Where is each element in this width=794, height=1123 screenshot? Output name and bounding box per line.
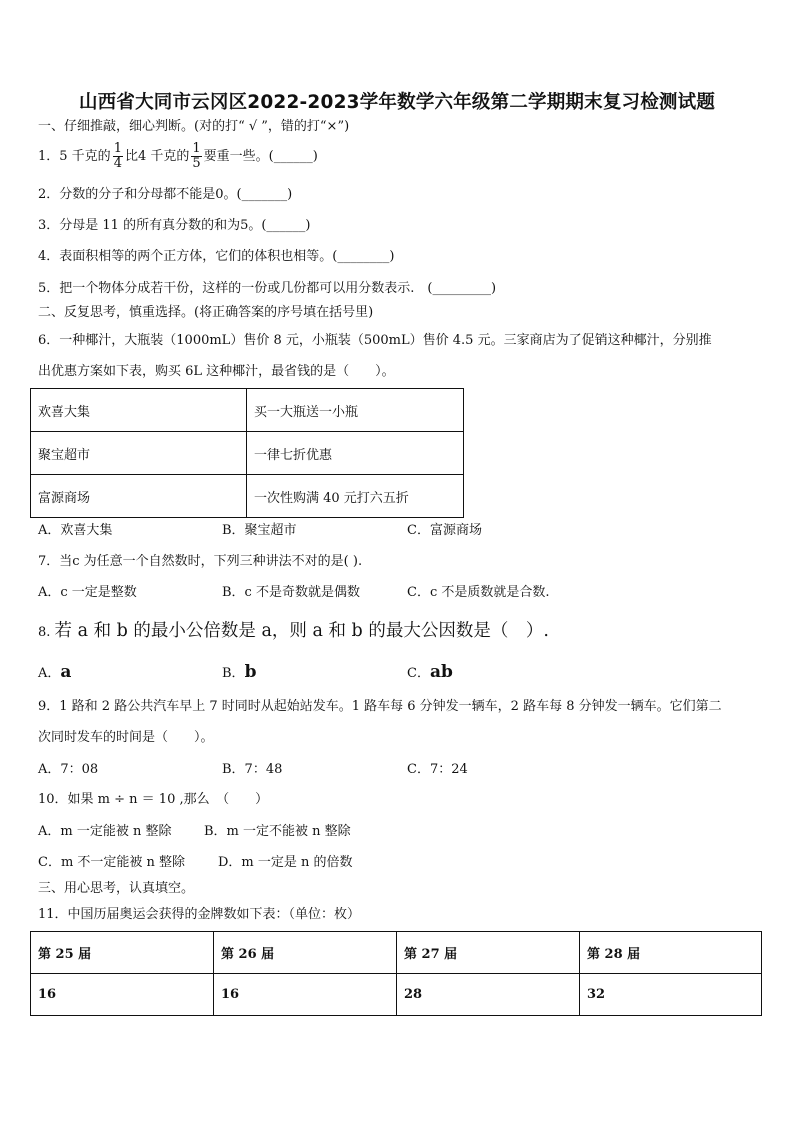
- question-5: 5．把一个物体分成若干份，这样的一份或几份都可以用分数表示. (_________): [38, 281, 497, 296]
- table-header-cell: 第 28 届: [580, 932, 762, 974]
- section-1-heading: 一、仔细推敲，细心判断。(对的打“ √ ”，错的打“×”): [38, 119, 350, 134]
- table-header-cell: 第 26 届: [214, 932, 397, 974]
- question-7: 7．当c 为任意一个自然数时，下列三种讲法不对的是( ).: [38, 554, 363, 569]
- question-1-part-a: 1．5 千克的: [38, 149, 111, 164]
- question-8: [38, 619, 549, 645]
- option-label: A．: [38, 666, 61, 681]
- question-8-option-a: [38, 661, 71, 685]
- question-9-option-c: C．7：24: [407, 762, 468, 777]
- question-9-line-1: 9．1 路和 2 路公共汽车早上 7 时同时从起始站发车。1 路车每 6 分钟发一辆车，2 路车每 8 分钟发一辆车。它们第二: [38, 699, 722, 714]
- question-10-option-a: A．m 一定能被 n 整除: [38, 824, 172, 839]
- table-cell: 一律七折优惠: [247, 432, 464, 475]
- question-6-option-b: B．聚宝超市: [222, 523, 297, 538]
- table-row: [31, 475, 464, 518]
- question-7-option-c: C．c 不是质数就是合数.: [407, 585, 550, 600]
- table-cell: 聚宝超市: [31, 432, 247, 475]
- question-7-option-a: A．c 一定是整数: [38, 585, 137, 600]
- question-9-line-2: 次同时发车的时间是（ ）。: [38, 730, 214, 745]
- question-8-option-b: [222, 661, 256, 685]
- option-label: C．: [407, 666, 430, 681]
- fraction-numerator: 1: [113, 141, 122, 156]
- question-10: 10．如果 m ÷ n ＝ 10 ,那么 （ ）: [38, 792, 269, 807]
- gold-medal-table: [30, 931, 762, 1016]
- promotion-table: [30, 388, 464, 518]
- question-9-option-a: A．7：08: [38, 762, 99, 777]
- fraction-numerator: 1: [192, 141, 201, 156]
- question-6-line-1: 6．一种椰汁，大瓶装（1000mL）售价 8 元，小瓶装（500mL）售价 4.5 元。三家商店为了促销这种椰汁，分别推: [38, 333, 712, 348]
- question-7-option-b: B．c 不是奇数就是偶数: [222, 585, 360, 600]
- question-6-option-a: A．欢喜大集: [38, 523, 113, 538]
- question-4: 4．表面积相等的两个正方体，它们的体积也相等。(________): [38, 249, 395, 264]
- fraction-one-quarter: [113, 142, 123, 171]
- question-8-number: 8.: [38, 625, 51, 640]
- table-cell: 富源商场: [31, 475, 247, 518]
- table-header-cell: 第 25 届: [31, 932, 214, 974]
- question-10-option-c: C．m 不一定能被 n 整除: [38, 855, 186, 870]
- table-cell: 28: [397, 974, 580, 1016]
- table-row: [31, 432, 464, 475]
- fraction-one-fifth: [191, 142, 201, 171]
- fraction-denominator: 4: [113, 156, 122, 171]
- question-10-option-b: B．m 一定不能被 n 整除: [204, 824, 351, 839]
- question-8-option-c: [407, 661, 453, 685]
- question-6-option-c: C．富源商场: [407, 523, 482, 538]
- table-header-cell: 第 27 届: [397, 932, 580, 974]
- option-value: ab: [429, 662, 453, 682]
- question-11: 11．中国历届奥运会获得的金牌数如下表：（单位：枚）: [38, 907, 361, 922]
- table-cell: 一次性购满 40 元打六五折: [247, 475, 464, 518]
- question-10-option-d: D．m 一定是 n 的倍数: [218, 855, 353, 870]
- table-cell: 买一大瓶送一小瓶: [247, 389, 464, 432]
- option-label: B．: [222, 666, 245, 681]
- question-6-line-2: 出优惠方案如下表，购买 6L 这种椰汁，最省钱的是（ ）。: [38, 364, 395, 379]
- table-row: [31, 974, 762, 1016]
- question-1: [38, 140, 318, 174]
- question-1-part-c: 要重一些。(______): [203, 149, 318, 164]
- table-cell: 欢喜大集: [31, 389, 247, 432]
- table-cell: 16: [214, 974, 397, 1016]
- page-title: 山西省大同市云冈区2022-2023学年数学六年级第二学期期末复习检测试题: [78, 92, 716, 113]
- option-value: a: [60, 662, 72, 682]
- table-cell: 16: [31, 974, 214, 1016]
- table-cell: 32: [580, 974, 762, 1016]
- question-8-stem: 若 a 和 b 的最小公倍数是 a，则 a 和 b 的最大公因数是（ ）.: [54, 621, 549, 641]
- question-1-part-b: 比4 千克的: [124, 149, 190, 164]
- question-2: 2．分数的分子和分母都不能是0。(_______): [38, 187, 293, 202]
- table-row: [31, 389, 464, 432]
- table-row: [31, 932, 762, 974]
- section-3-heading: 三、用心思考，认真填空。: [38, 881, 195, 896]
- question-9-option-b: B．7：48: [222, 762, 283, 777]
- option-value: b: [244, 662, 257, 682]
- question-3: 3．分母是 11 的所有真分数的和为5。(______): [38, 218, 311, 233]
- section-2-heading: 二、反复思考，慎重选择。(将正确答案的序号填在括号里): [38, 305, 374, 320]
- fraction-denominator: 5: [192, 156, 201, 171]
